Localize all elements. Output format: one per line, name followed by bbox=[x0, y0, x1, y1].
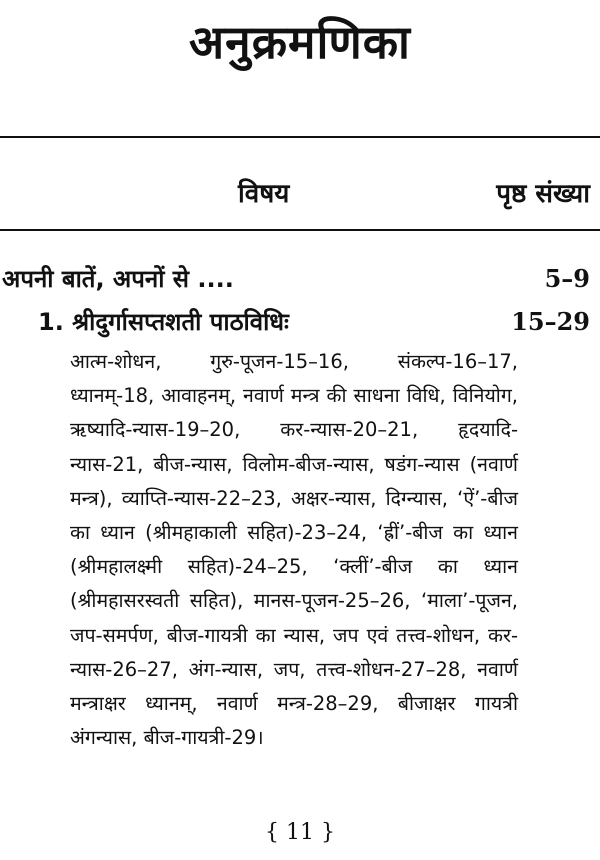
header-divider bbox=[0, 229, 600, 231]
toc-entry-details bbox=[70, 345, 518, 755]
toc-entry-label: अपनी बातें, अपनों से .... bbox=[2, 265, 234, 293]
toc-entry bbox=[2, 262, 590, 295]
page-title: अनुक्रमणिका bbox=[189, 15, 411, 69]
page-number: { 11 } bbox=[265, 820, 335, 845]
column-header-page-number: पृष्ठ संख्या bbox=[496, 179, 590, 209]
details-text: आत्म-शोधन, गुरु-पूजन-15–16, संकल्प-16–17, ध्यानम्-18, आवाहनम्, नवार्ण मन्त्र की साधना विधि, विनियोग, ऋष्यादि-न्यास-19–20, कर-न्यास-20–21, हृदयादि-न्यास-21, बीज-न्यास, विलोम-बीज-न्यास, षडंग-न्यास (नवार्ण मन्त्र), व्याप्ति-न्यास-22–23, अक्षर-न्यास, दिग्न्यास, ‘ऐं’-बीज का ध्यान (श्रीमहाकाली सहित)-23–24, ‘ह्रीं’-बीज का ध्यान (श्रीमहालक्ष्मी सहित)-24–25, ‘क्लीं’-बीज का ध्यान (श्रीमहासरस्वती सहित), मानस-पूजन-25–26, ‘माला’-पूजन, जप-समर्पण, बीज-गायत्री का न्यास, जप एवं तत्त्व-शोधन, कर-न्यास-26–27, अंग-न्यास, जप, तत्त्व-शोधन-27–28, नवार्ण मन्त्राक्षर ध्यानम्, नवार्ण मन्त्र-28–29, बीजाक्षर गायत्री अंगन्यास, बीज-गायत्री-29। bbox=[70, 350, 518, 750]
toc-entry bbox=[38, 305, 590, 338]
toc-entry-label: 1. श्रीदुर्गासप्तशती पाठविधिः bbox=[38, 308, 289, 336]
toc-entry-pages: 5–9 bbox=[544, 264, 590, 293]
top-divider bbox=[0, 136, 600, 138]
toc-entry-pages: 15–29 bbox=[511, 307, 590, 336]
column-header-subject: विषय bbox=[238, 179, 290, 209]
